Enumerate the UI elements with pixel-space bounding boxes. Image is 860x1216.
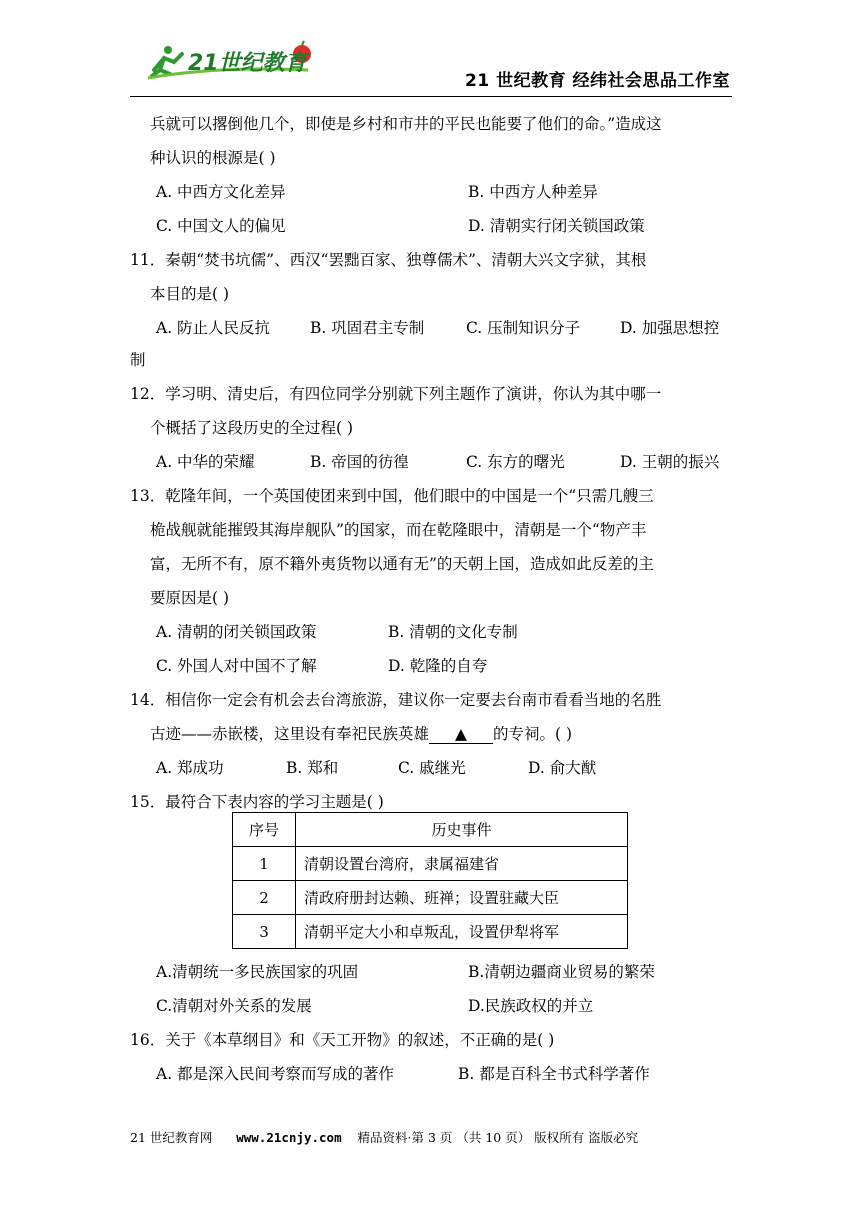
q12-stem-line-1: 12．学习明、清史后，有四位同学分别就下列主题作了演讲，你认为其中哪一	[130, 385, 662, 403]
q13-stem-line-4: 要原因是( )	[150, 589, 230, 607]
q13-option-b[interactable]: B. 清朝的文化专制	[388, 623, 518, 641]
table-cell-index: 2	[233, 881, 296, 915]
q14-stem-line-2	[150, 722, 572, 744]
q13-option-c[interactable]: C. 外国人对中国不了解	[156, 657, 317, 675]
q10-text-line-2: 种认识的根源是( )	[150, 149, 276, 167]
page-footer	[130, 1128, 638, 1146]
table-row	[233, 881, 628, 915]
q14-stem-text: 古迹——赤嵌楼，这里设有奉祀民族英雄	[150, 725, 430, 743]
q11-option-c[interactable]: C. 压制知识分子	[466, 319, 581, 337]
q11-option-d-wrap: 制	[130, 351, 146, 369]
q10-option-a[interactable]: A. 中西方文化差异	[156, 183, 286, 201]
history-events-table	[232, 812, 628, 949]
header-title: 21 世纪教育 经纬社会思品工作室	[465, 71, 730, 91]
table-header-row	[233, 813, 628, 847]
footer-url[interactable]: www.21cnjy.com	[236, 1130, 342, 1145]
q12-option-a[interactable]: A. 中华的荣耀	[156, 453, 255, 471]
table-cell-event: 清朝平定大小和卓叛乱，设置伊犁将军	[296, 915, 628, 949]
q13-stem-line-1: 13．乾隆年间，一个英国使团来到中国，他们眼中的中国是一个“只需几艘三	[130, 487, 654, 505]
q15-stem: 15．最符合下表内容的学习主题是( )	[130, 793, 384, 811]
q11-stem-line-2: 本目的是( )	[150, 285, 230, 303]
q14-option-b[interactable]: B. 郑和	[286, 759, 339, 777]
q15-option-d[interactable]: D.民族政权的并立	[468, 997, 594, 1015]
q11-option-b[interactable]: B. 巩固君主专制	[310, 319, 425, 337]
table-cell-event: 清政府册封达赖、班禅；设置驻藏大臣	[296, 881, 628, 915]
table-header-index: 序号	[233, 813, 296, 847]
logo-graphic	[138, 40, 338, 88]
q11-stem-line-1: 11．秦朝“焚书坑儒”、西汉“罢黜百家、独尊儒术”、清朝大兴文字狱，其根	[130, 251, 647, 269]
table-header-event: 历史事件	[296, 813, 628, 847]
q14-blank: ▲	[429, 725, 493, 744]
footer-copyright: 精品资料·第 3 页 （共 10 页） 版权所有 盗版必究	[357, 1130, 639, 1145]
q12-option-c[interactable]: C. 东方的曙光	[466, 453, 565, 471]
q16-option-b[interactable]: B. 都是百科全书式科学著作	[458, 1065, 650, 1083]
page-header	[130, 38, 732, 96]
q14-option-a[interactable]: A. 郑成功	[156, 759, 224, 777]
q14-stem-line-1: 14．相信你一定会有机会去台湾旅游，建议你一定要去台南市看看当地的名胜	[130, 691, 662, 709]
q13-stem-line-2: 桅战舰就能摧毁其海岸舰队”的国家，而在乾隆眼中，清朝是一个“物产丰	[150, 521, 647, 539]
q16-option-a[interactable]: A. 都是深入民间考察而写成的著作	[156, 1065, 395, 1083]
table-cell-index: 3	[233, 915, 296, 949]
q14-stem-tail: 的专祠。( )	[493, 725, 573, 743]
header-rule	[130, 96, 732, 97]
q15-option-b[interactable]: B.清朝边疆商业贸易的繁荣	[468, 963, 655, 981]
q12-option-d[interactable]: D. 王朝的振兴	[620, 453, 720, 471]
q13-stem-line-3: 富，无所不有，原不籍外夷货物以通有无”的天朝上国，造成如此反差的主	[150, 555, 654, 573]
logo-text: 21世纪教育	[188, 51, 307, 76]
q11-option-a[interactable]: A. 防止人民反抗	[156, 319, 271, 337]
q16-stem: 16．关于《本草纲目》和《天工开物》的叙述，不正确的是( )	[130, 1031, 555, 1049]
footer-site: 21 世纪教育网	[130, 1130, 213, 1145]
q10-option-b[interactable]: B. 中西方人种差异	[468, 183, 598, 201]
table-row	[233, 847, 628, 881]
q10-text-line-1: 兵就可以撂倒他几个，即使是乡村和市井的平民也能要了他们的命。”造成这	[150, 115, 662, 133]
q14-option-c[interactable]: C. 戚继光	[398, 759, 466, 777]
q10-option-d[interactable]: D. 清朝实行闭关锁国政策	[468, 217, 645, 235]
table-row	[233, 915, 628, 949]
q12-option-b[interactable]: B. 帝国的彷徨	[310, 453, 409, 471]
table-cell-event: 清朝设置台湾府，隶属福建省	[296, 847, 628, 881]
q12-stem-line-2: 个概括了这段历史的全过程( )	[150, 419, 354, 437]
q13-option-d[interactable]: D. 乾隆的自夸	[388, 657, 488, 675]
q11-option-d[interactable]: D. 加强思想控	[620, 319, 720, 337]
q13-option-a[interactable]: A. 清朝的闭关锁国政策	[156, 623, 317, 641]
logo	[138, 40, 338, 88]
q15-option-c[interactable]: C.清朝对外关系的发展	[156, 997, 312, 1015]
table-cell-index: 1	[233, 847, 296, 881]
q10-option-c[interactable]: C. 中国文人的偏见	[156, 217, 286, 235]
q15-option-a[interactable]: A.清朝统一多民族国家的巩固	[156, 963, 359, 981]
q14-option-d[interactable]: D. 俞大猷	[528, 759, 597, 777]
